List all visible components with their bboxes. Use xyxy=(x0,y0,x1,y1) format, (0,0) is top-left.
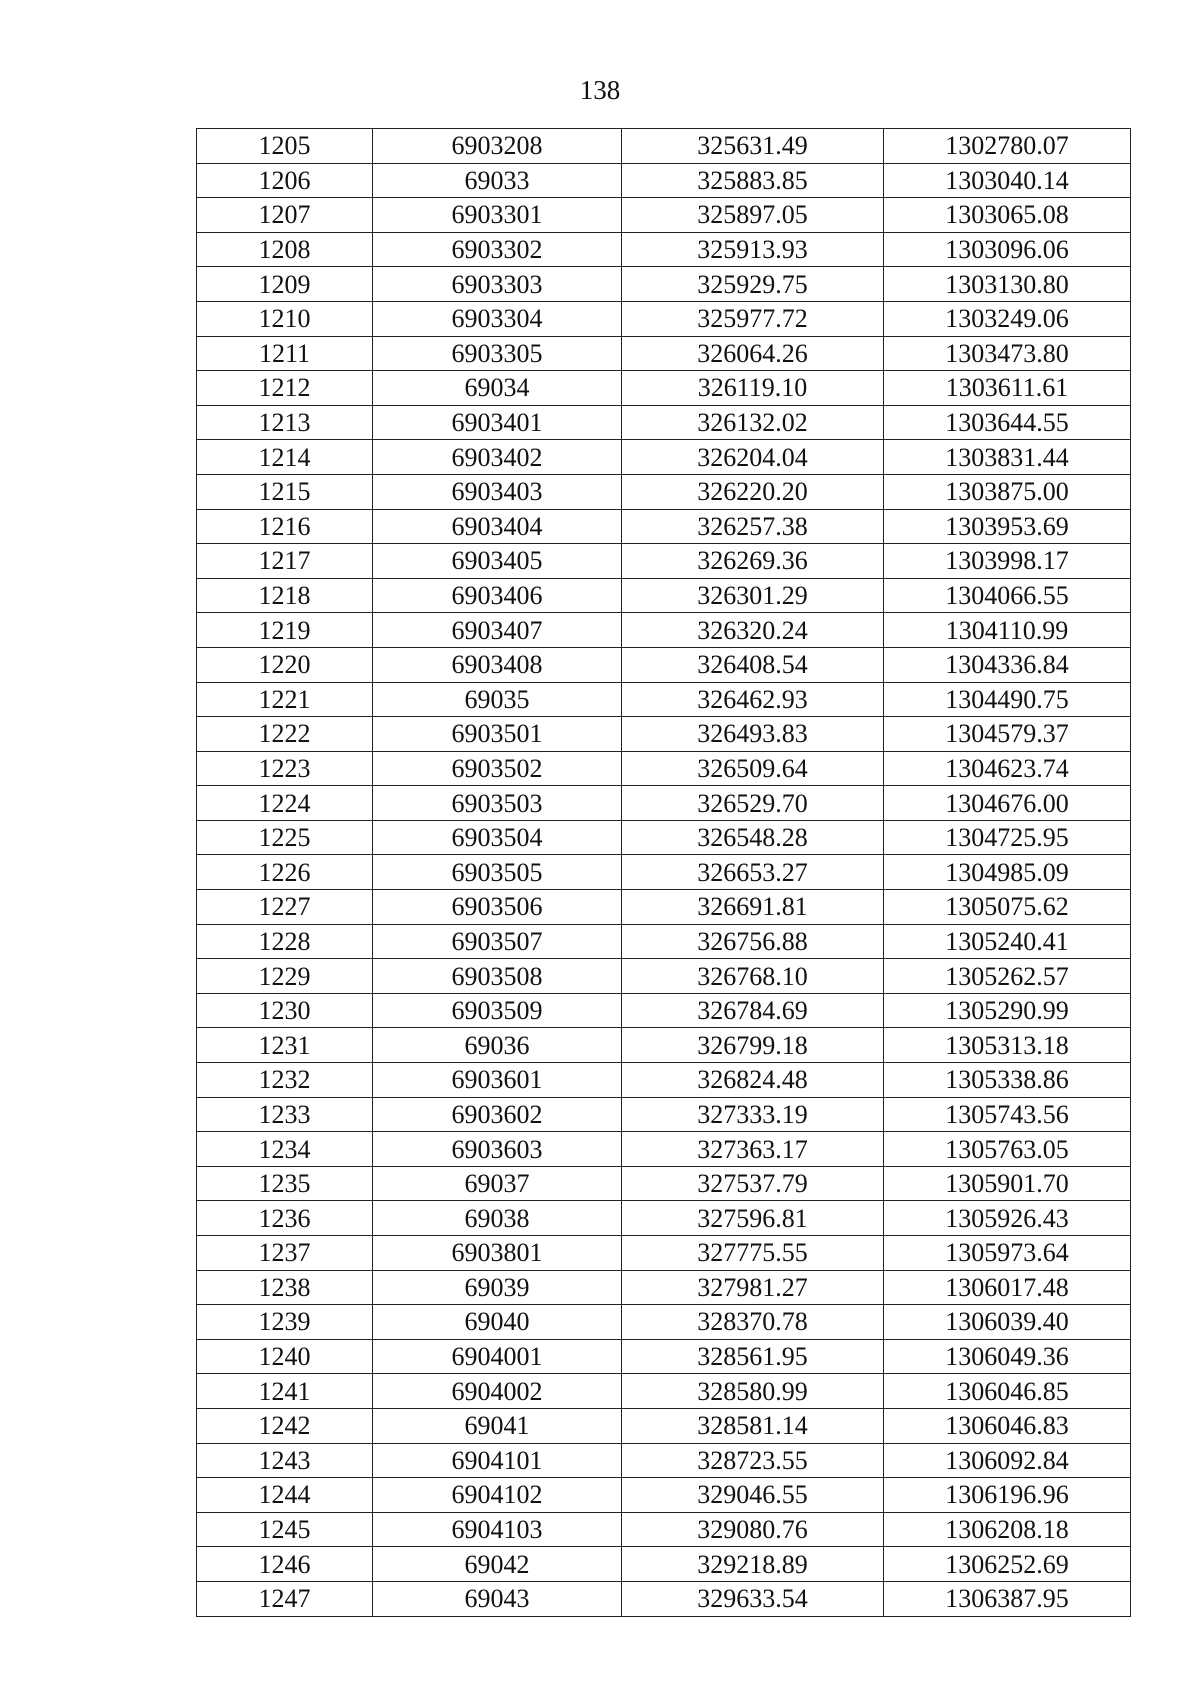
y-coordinate-cell: 1304490.75 xyxy=(884,682,1131,717)
row-number-cell: 1219 xyxy=(197,613,373,648)
row-number-cell: 1213 xyxy=(197,405,373,440)
y-coordinate-cell: 1302780.07 xyxy=(884,129,1131,164)
point-id-cell: 6904101 xyxy=(373,1443,622,1478)
table-row xyxy=(197,578,1131,613)
x-coordinate-cell: 326119.10 xyxy=(622,371,884,406)
row-number-cell: 1223 xyxy=(197,751,373,786)
table-row xyxy=(197,993,1131,1028)
x-coordinate-cell: 325631.49 xyxy=(622,129,884,164)
table-row xyxy=(197,890,1131,925)
x-coordinate-cell: 326064.26 xyxy=(622,336,884,371)
point-id-cell: 6903505 xyxy=(373,855,622,890)
point-id-cell: 6903501 xyxy=(373,717,622,752)
y-coordinate-cell: 1303040.14 xyxy=(884,163,1131,198)
x-coordinate-cell: 327333.19 xyxy=(622,1097,884,1132)
row-number-cell: 1242 xyxy=(197,1408,373,1443)
y-coordinate-cell: 1306387.95 xyxy=(884,1581,1131,1616)
y-coordinate-cell: 1306092.84 xyxy=(884,1443,1131,1478)
row-number-cell: 1226 xyxy=(197,855,373,890)
row-number-cell: 1236 xyxy=(197,1201,373,1236)
x-coordinate-cell: 326408.54 xyxy=(622,647,884,682)
table-row xyxy=(197,959,1131,994)
point-id-cell: 69038 xyxy=(373,1201,622,1236)
y-coordinate-cell: 1303249.06 xyxy=(884,301,1131,336)
point-id-cell: 6903504 xyxy=(373,820,622,855)
point-id-cell: 69033 xyxy=(373,163,622,198)
x-coordinate-cell: 326756.88 xyxy=(622,924,884,959)
point-id-cell: 6903408 xyxy=(373,647,622,682)
y-coordinate-cell: 1304676.00 xyxy=(884,786,1131,821)
x-coordinate-cell: 326529.70 xyxy=(622,786,884,821)
table-row xyxy=(197,1478,1131,1513)
point-id-cell: 6903208 xyxy=(373,129,622,164)
y-coordinate-cell: 1306196.96 xyxy=(884,1478,1131,1513)
row-number-cell: 1211 xyxy=(197,336,373,371)
x-coordinate-cell: 326269.36 xyxy=(622,544,884,579)
x-coordinate-cell: 326799.18 xyxy=(622,1028,884,1063)
y-coordinate-cell: 1304985.09 xyxy=(884,855,1131,890)
point-id-cell: 6903801 xyxy=(373,1236,622,1271)
x-coordinate-cell: 326784.69 xyxy=(622,993,884,1028)
row-number-cell: 1217 xyxy=(197,544,373,579)
row-number-cell: 1237 xyxy=(197,1236,373,1271)
coordinate-table xyxy=(196,128,1131,1617)
y-coordinate-cell: 1303644.55 xyxy=(884,405,1131,440)
table-row xyxy=(197,474,1131,509)
point-id-cell: 6903305 xyxy=(373,336,622,371)
row-number-cell: 1208 xyxy=(197,232,373,267)
table-row xyxy=(197,1201,1131,1236)
row-number-cell: 1243 xyxy=(197,1443,373,1478)
y-coordinate-cell: 1303065.08 xyxy=(884,198,1131,233)
y-coordinate-cell: 1306039.40 xyxy=(884,1305,1131,1340)
point-id-cell: 6903603 xyxy=(373,1132,622,1167)
table-row xyxy=(197,336,1131,371)
row-number-cell: 1205 xyxy=(197,129,373,164)
x-coordinate-cell: 329046.55 xyxy=(622,1478,884,1513)
y-coordinate-cell: 1305901.70 xyxy=(884,1166,1131,1201)
row-number-cell: 1216 xyxy=(197,509,373,544)
table-row xyxy=(197,855,1131,890)
x-coordinate-cell: 328561.95 xyxy=(622,1339,884,1374)
row-number-cell: 1231 xyxy=(197,1028,373,1063)
row-number-cell: 1233 xyxy=(197,1097,373,1132)
x-coordinate-cell: 326257.38 xyxy=(622,509,884,544)
y-coordinate-cell: 1305763.05 xyxy=(884,1132,1131,1167)
x-coordinate-cell: 326653.27 xyxy=(622,855,884,890)
point-id-cell: 6903304 xyxy=(373,301,622,336)
table-row xyxy=(197,509,1131,544)
row-number-cell: 1245 xyxy=(197,1512,373,1547)
table-row xyxy=(197,1547,1131,1582)
row-number-cell: 1225 xyxy=(197,820,373,855)
y-coordinate-cell: 1304110.99 xyxy=(884,613,1131,648)
point-id-cell: 69034 xyxy=(373,371,622,406)
table-row xyxy=(197,1443,1131,1478)
y-coordinate-cell: 1303998.17 xyxy=(884,544,1131,579)
row-number-cell: 1210 xyxy=(197,301,373,336)
point-id-cell: 6903502 xyxy=(373,751,622,786)
table-row xyxy=(197,1305,1131,1340)
x-coordinate-cell: 327981.27 xyxy=(622,1270,884,1305)
point-id-cell: 69039 xyxy=(373,1270,622,1305)
y-coordinate-cell: 1304066.55 xyxy=(884,578,1131,613)
x-coordinate-cell: 326132.02 xyxy=(622,405,884,440)
x-coordinate-cell: 326320.24 xyxy=(622,613,884,648)
x-coordinate-cell: 329218.89 xyxy=(622,1547,884,1582)
point-id-cell: 6903507 xyxy=(373,924,622,959)
table-row xyxy=(197,1028,1131,1063)
row-number-cell: 1220 xyxy=(197,647,373,682)
table-row xyxy=(197,647,1131,682)
x-coordinate-cell: 326691.81 xyxy=(622,890,884,925)
row-number-cell: 1224 xyxy=(197,786,373,821)
table-row xyxy=(197,717,1131,752)
point-id-cell: 6903506 xyxy=(373,890,622,925)
row-number-cell: 1229 xyxy=(197,959,373,994)
row-number-cell: 1215 xyxy=(197,474,373,509)
y-coordinate-cell: 1303875.00 xyxy=(884,474,1131,509)
y-coordinate-cell: 1306252.69 xyxy=(884,1547,1131,1582)
point-id-cell: 69036 xyxy=(373,1028,622,1063)
row-number-cell: 1238 xyxy=(197,1270,373,1305)
x-coordinate-cell: 327363.17 xyxy=(622,1132,884,1167)
point-id-cell: 6903405 xyxy=(373,544,622,579)
point-id-cell: 6903301 xyxy=(373,198,622,233)
y-coordinate-cell: 1303130.80 xyxy=(884,267,1131,302)
table-row xyxy=(197,267,1131,302)
table-row xyxy=(197,1581,1131,1616)
table-row xyxy=(197,440,1131,475)
row-number-cell: 1230 xyxy=(197,993,373,1028)
y-coordinate-cell: 1306049.36 xyxy=(884,1339,1131,1374)
y-coordinate-cell: 1305926.43 xyxy=(884,1201,1131,1236)
y-coordinate-cell: 1303611.61 xyxy=(884,371,1131,406)
table-row xyxy=(197,820,1131,855)
x-coordinate-cell: 325913.93 xyxy=(622,232,884,267)
point-id-cell: 6903407 xyxy=(373,613,622,648)
y-coordinate-cell: 1306046.85 xyxy=(884,1374,1131,1409)
page-number: 138 xyxy=(579,75,621,105)
y-coordinate-cell: 1304336.84 xyxy=(884,647,1131,682)
y-coordinate-cell: 1305290.99 xyxy=(884,993,1131,1028)
x-coordinate-cell: 328580.99 xyxy=(622,1374,884,1409)
table-row xyxy=(197,1339,1131,1374)
x-coordinate-cell: 325977.72 xyxy=(622,301,884,336)
table-row xyxy=(197,129,1131,164)
point-id-cell: 6903406 xyxy=(373,578,622,613)
x-coordinate-cell: 327537.79 xyxy=(622,1166,884,1201)
y-coordinate-cell: 1305075.62 xyxy=(884,890,1131,925)
point-id-cell: 6904002 xyxy=(373,1374,622,1409)
table-row xyxy=(197,1236,1131,1271)
row-number-cell: 1239 xyxy=(197,1305,373,1340)
y-coordinate-cell: 1303473.80 xyxy=(884,336,1131,371)
table-row xyxy=(197,613,1131,648)
y-coordinate-cell: 1306046.83 xyxy=(884,1408,1131,1443)
x-coordinate-cell: 326204.04 xyxy=(622,440,884,475)
point-id-cell: 69037 xyxy=(373,1166,622,1201)
point-id-cell: 6903303 xyxy=(373,267,622,302)
y-coordinate-cell: 1305973.64 xyxy=(884,1236,1131,1271)
table-row xyxy=(197,1063,1131,1098)
row-number-cell: 1212 xyxy=(197,371,373,406)
table-row xyxy=(197,1512,1131,1547)
point-id-cell: 69043 xyxy=(373,1581,622,1616)
y-coordinate-cell: 1305262.57 xyxy=(884,959,1131,994)
row-number-cell: 1214 xyxy=(197,440,373,475)
row-number-cell: 1246 xyxy=(197,1547,373,1582)
table-row xyxy=(197,1166,1131,1201)
table-row xyxy=(197,751,1131,786)
y-coordinate-cell: 1303953.69 xyxy=(884,509,1131,544)
x-coordinate-cell: 326509.64 xyxy=(622,751,884,786)
table-row xyxy=(197,163,1131,198)
x-coordinate-cell: 326824.48 xyxy=(622,1063,884,1098)
row-number-cell: 1206 xyxy=(197,163,373,198)
x-coordinate-cell: 328723.55 xyxy=(622,1443,884,1478)
point-id-cell: 6903509 xyxy=(373,993,622,1028)
point-id-cell: 6904001 xyxy=(373,1339,622,1374)
x-coordinate-cell: 326493.83 xyxy=(622,717,884,752)
row-number-cell: 1244 xyxy=(197,1478,373,1513)
table-row xyxy=(197,1097,1131,1132)
x-coordinate-cell: 325883.85 xyxy=(622,163,884,198)
x-coordinate-cell: 327775.55 xyxy=(622,1236,884,1271)
x-coordinate-cell: 326768.10 xyxy=(622,959,884,994)
row-number-cell: 1222 xyxy=(197,717,373,752)
y-coordinate-cell: 1303831.44 xyxy=(884,440,1131,475)
row-number-cell: 1232 xyxy=(197,1063,373,1098)
row-number-cell: 1247 xyxy=(197,1581,373,1616)
table-row xyxy=(197,1132,1131,1167)
point-id-cell: 6903404 xyxy=(373,509,622,544)
point-id-cell: 6904103 xyxy=(373,1512,622,1547)
x-coordinate-cell: 326548.28 xyxy=(622,820,884,855)
y-coordinate-cell: 1306208.18 xyxy=(884,1512,1131,1547)
table-row xyxy=(197,301,1131,336)
row-number-cell: 1234 xyxy=(197,1132,373,1167)
table-row xyxy=(197,1408,1131,1443)
table-row xyxy=(197,544,1131,579)
x-coordinate-cell: 326462.93 xyxy=(622,682,884,717)
x-coordinate-cell: 329080.76 xyxy=(622,1512,884,1547)
x-coordinate-cell: 328581.14 xyxy=(622,1408,884,1443)
row-number-cell: 1228 xyxy=(197,924,373,959)
point-id-cell: 6903503 xyxy=(373,786,622,821)
row-number-cell: 1209 xyxy=(197,267,373,302)
x-coordinate-cell: 329633.54 xyxy=(622,1581,884,1616)
x-coordinate-cell: 325897.05 xyxy=(622,198,884,233)
table-row xyxy=(197,786,1131,821)
row-number-cell: 1218 xyxy=(197,578,373,613)
y-coordinate-cell: 1305338.86 xyxy=(884,1063,1131,1098)
table-row xyxy=(197,405,1131,440)
point-id-cell: 69041 xyxy=(373,1408,622,1443)
point-id-cell: 6903402 xyxy=(373,440,622,475)
table-row xyxy=(197,198,1131,233)
point-id-cell: 6903602 xyxy=(373,1097,622,1132)
y-coordinate-cell: 1303096.06 xyxy=(884,232,1131,267)
y-coordinate-cell: 1305313.18 xyxy=(884,1028,1131,1063)
point-id-cell: 6904102 xyxy=(373,1478,622,1513)
table-row xyxy=(197,232,1131,267)
table-row xyxy=(197,682,1131,717)
row-number-cell: 1235 xyxy=(197,1166,373,1201)
y-coordinate-cell: 1304623.74 xyxy=(884,751,1131,786)
point-id-cell: 69040 xyxy=(373,1305,622,1340)
table-row xyxy=(197,1374,1131,1409)
x-coordinate-cell: 328370.78 xyxy=(622,1305,884,1340)
x-coordinate-cell: 326220.20 xyxy=(622,474,884,509)
row-number-cell: 1207 xyxy=(197,198,373,233)
coordinate-table-body xyxy=(197,129,1131,1617)
row-number-cell: 1221 xyxy=(197,682,373,717)
y-coordinate-cell: 1305240.41 xyxy=(884,924,1131,959)
x-coordinate-cell: 327596.81 xyxy=(622,1201,884,1236)
point-id-cell: 69035 xyxy=(373,682,622,717)
point-id-cell: 69042 xyxy=(373,1547,622,1582)
x-coordinate-cell: 325929.75 xyxy=(622,267,884,302)
point-id-cell: 6903401 xyxy=(373,405,622,440)
point-id-cell: 6903508 xyxy=(373,959,622,994)
row-number-cell: 1227 xyxy=(197,890,373,925)
y-coordinate-cell: 1306017.48 xyxy=(884,1270,1131,1305)
x-coordinate-cell: 326301.29 xyxy=(622,578,884,613)
y-coordinate-cell: 1305743.56 xyxy=(884,1097,1131,1132)
point-id-cell: 6903302 xyxy=(373,232,622,267)
y-coordinate-cell: 1304579.37 xyxy=(884,717,1131,752)
row-number-cell: 1241 xyxy=(197,1374,373,1409)
point-id-cell: 6903403 xyxy=(373,474,622,509)
y-coordinate-cell: 1304725.95 xyxy=(884,820,1131,855)
table-row xyxy=(197,1270,1131,1305)
table-row xyxy=(197,924,1131,959)
row-number-cell: 1240 xyxy=(197,1339,373,1374)
table-row xyxy=(197,371,1131,406)
point-id-cell: 6903601 xyxy=(373,1063,622,1098)
